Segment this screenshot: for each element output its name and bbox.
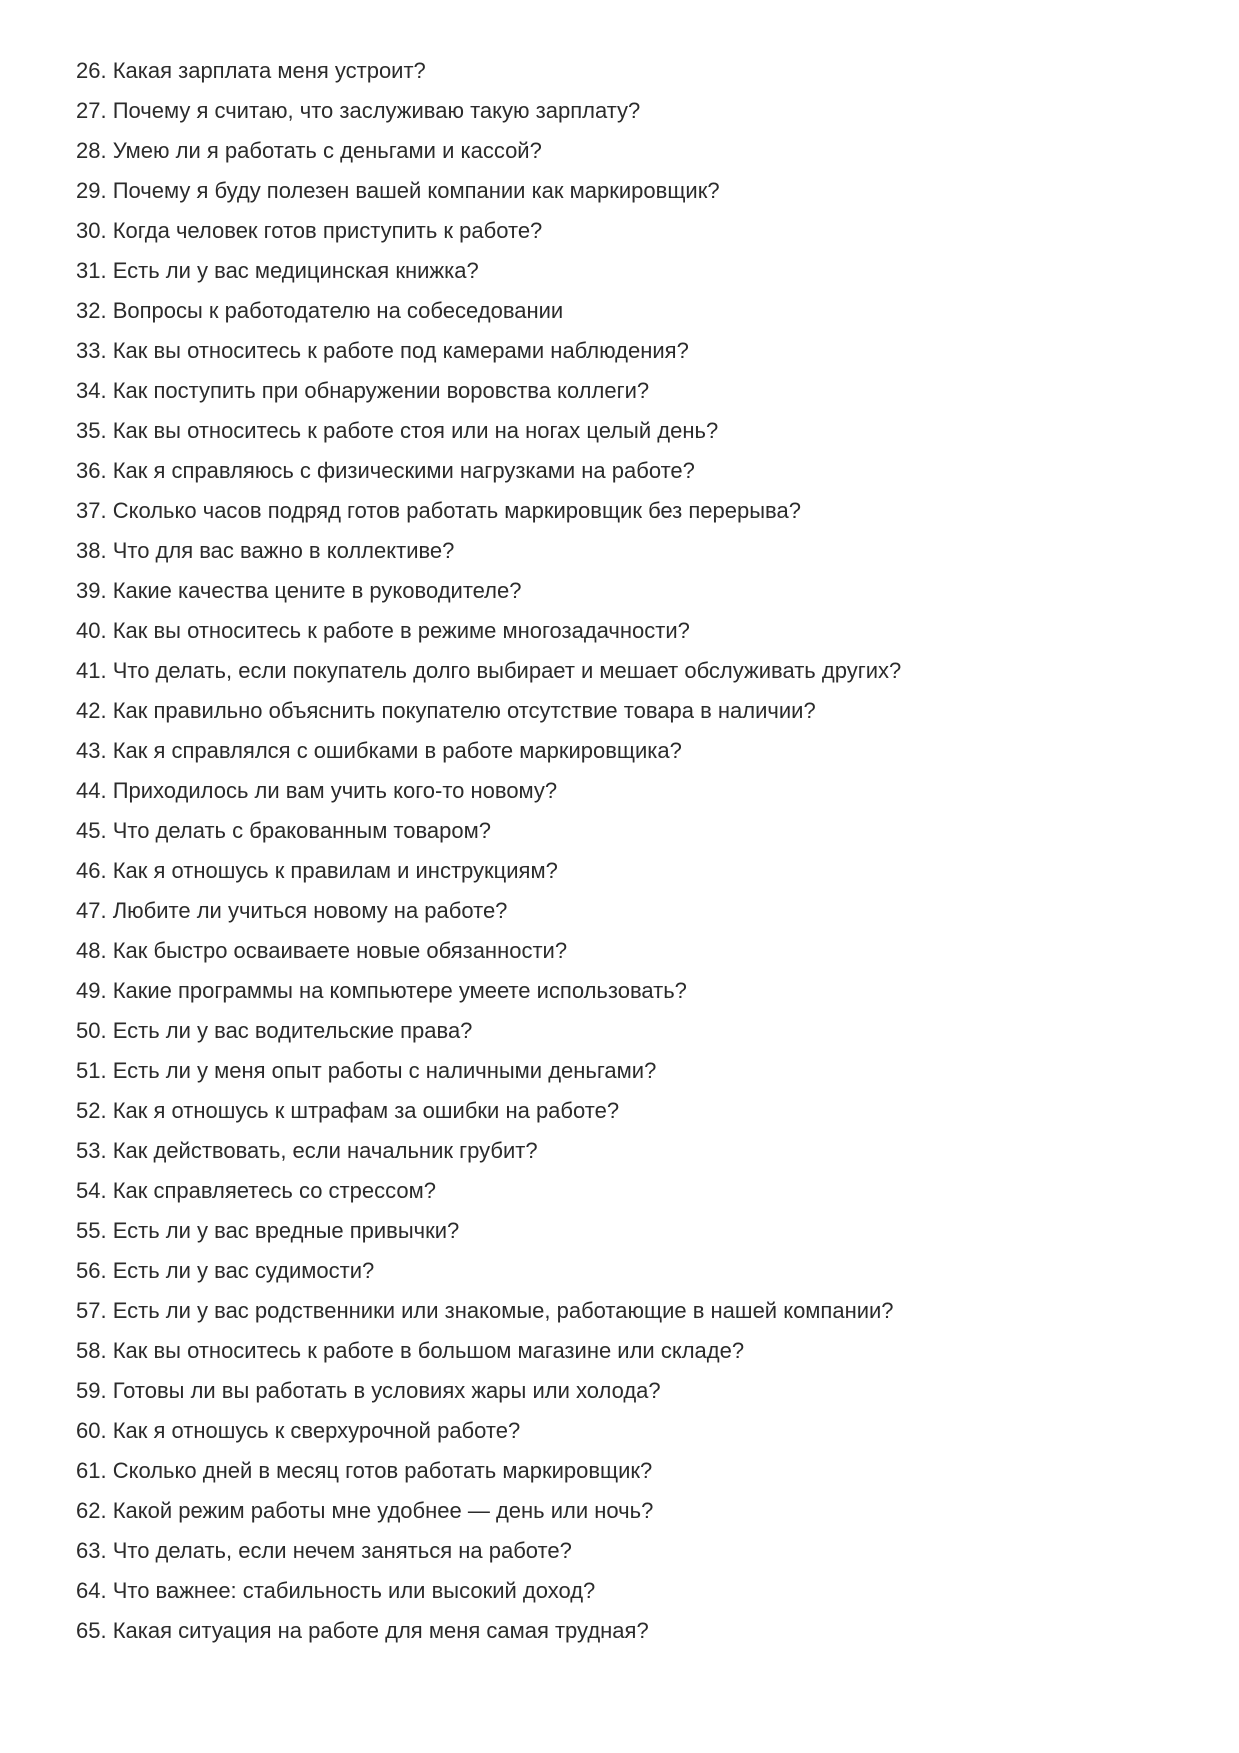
question-item: 56. Есть ли у вас судимости? — [76, 1258, 375, 1283]
question-item: 58. Как вы относитесь к работе в большом магазине или складе? — [76, 1338, 745, 1363]
question-item: 35. Как вы относитесь к работе стоя или на ногах целый день? — [76, 418, 719, 443]
question-item: 38. Что для вас важно в коллективе? — [76, 538, 455, 563]
question-item: 51. Есть ли у меня опыт работы с наличными деньгами? — [76, 1058, 657, 1083]
question-item: 34. Как поступить при обнаружении воровства коллеги? — [76, 378, 650, 403]
question-item: 63. Что делать, если нечем заняться на работе? — [76, 1538, 572, 1563]
question-item: 53. Как действовать, если начальник грубит? — [76, 1138, 538, 1163]
question-item: 39. Какие качества цените в руководителе? — [76, 578, 522, 603]
question-item: 36. Как я справляюсь с физическими нагрузками на работе? — [76, 458, 695, 483]
question-item: 65. Какая ситуация на работе для меня самая трудная? — [76, 1618, 649, 1643]
question-item: 40. Как вы относитесь к работе в режиме многозадачности? — [76, 618, 690, 643]
question-item: 26. Какая зарплата меня устроит? — [76, 58, 426, 83]
question-item: 45. Что делать с бракованным товаром? — [76, 818, 492, 843]
question-item: 28. Умею ли я работать с деньгами и кассой? — [76, 138, 542, 163]
question-item: 46. Как я отношусь к правилам и инструкциям? — [76, 858, 558, 883]
question-item: 62. Какой режим работы мне удобнее — день или ночь? — [76, 1498, 654, 1523]
question-item: 64. Что важнее: стабильность или высокий доход? — [76, 1578, 596, 1603]
question-item: 47. Любите ли учиться новому на работе? — [76, 898, 508, 923]
question-item: 29. Почему я буду полезен вашей компании как маркировщик? — [76, 178, 720, 203]
question-item: 55. Есть ли у вас вредные привычки? — [76, 1218, 460, 1243]
question-item: 43. Как я справлялся с ошибками в работе маркировщика? — [76, 738, 682, 763]
question-item: 52. Как я отношусь к штрафам за ошибки на работе? — [76, 1098, 620, 1123]
question-item: 37. Сколько часов подряд готов работать маркировщик без перерыва? — [76, 498, 801, 523]
question-item: 50. Есть ли у вас водительские права? — [76, 1018, 473, 1043]
question-item: 49. Какие программы на компьютере умеете использовать? — [76, 978, 687, 1003]
question-item: 27. Почему я считаю, что заслуживаю такую зарплату? — [76, 98, 641, 123]
question-item: 54. Как справляетесь со стрессом? — [76, 1178, 436, 1203]
question-item: 61. Сколько дней в месяц готов работать маркировщик? — [76, 1458, 653, 1483]
question-item: 30. Когда человек готов приступить к работе? — [76, 218, 543, 243]
question-item: 31. Есть ли у вас медицинская книжка? — [76, 258, 479, 283]
question-item: 60. Как я отношусь к сверхурочной работе? — [76, 1418, 521, 1443]
question-item: 44. Приходилось ли вам учить кого-то новому? — [76, 778, 558, 803]
question-item: 48. Как быстро осваиваете новые обязанности? — [76, 938, 568, 963]
question-item: 41. Что делать, если покупатель долго выбирает и мешает обслуживать других? — [76, 658, 902, 683]
question-item: 32. Вопросы к работодателю на собеседовании — [76, 298, 564, 323]
question-item: 57. Есть ли у вас родственники или знакомые, работающие в нашей компании? — [76, 1298, 894, 1323]
question-item: 42. Как правильно объяснить покупателю отсутствие товара в наличии? — [76, 698, 816, 723]
question-item: 59. Готовы ли вы работать в условиях жары или холода? — [76, 1378, 661, 1403]
question-list — [76, 51, 1209, 1651]
question-item: 33. Как вы относитесь к работе под камерами наблюдения? — [76, 338, 689, 363]
